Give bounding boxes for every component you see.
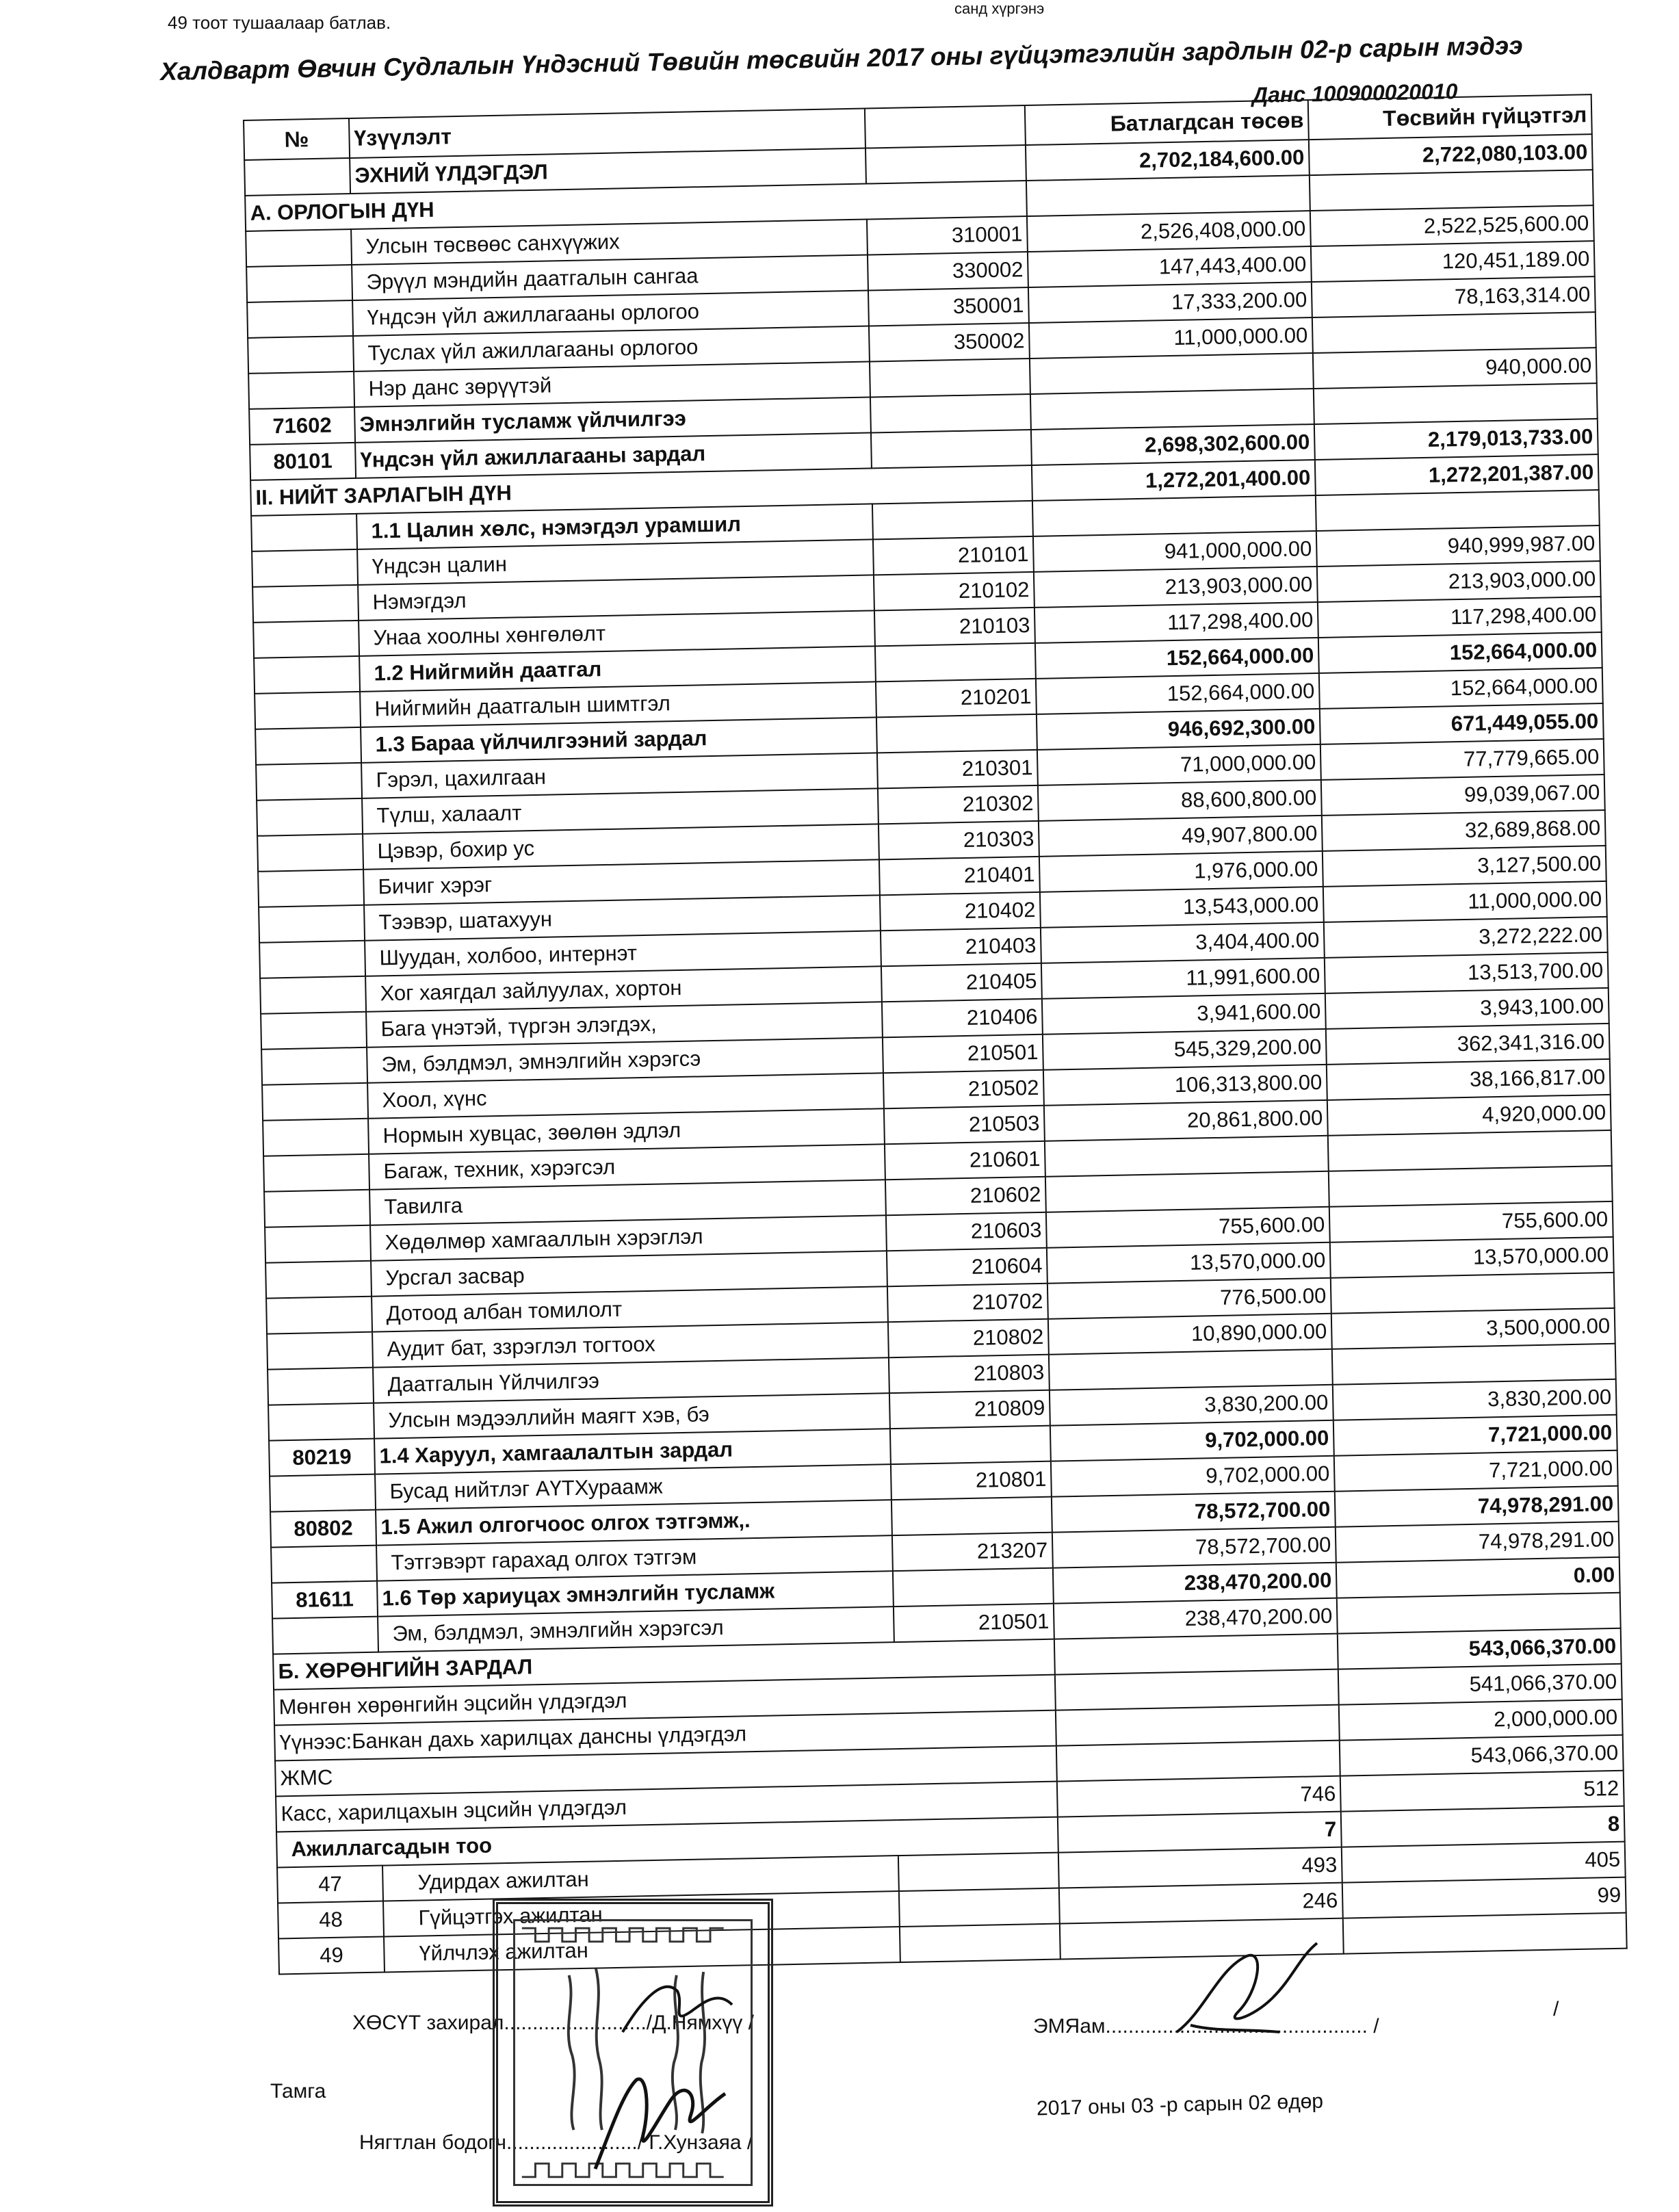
row-indicator: Хөдөлмөр хамгааллын хэрэглэл: [370, 1215, 887, 1260]
row-code: 210303: [878, 821, 1039, 859]
row-number: [259, 905, 365, 943]
row-approved-budget: 238,470,200.00: [1054, 1598, 1338, 1639]
row-approved-budget: 493: [1058, 1847, 1342, 1888]
row-code: [870, 394, 1031, 432]
row-executed-budget: [1310, 170, 1593, 211]
row-approved-budget: 776,500.00: [1047, 1278, 1331, 1319]
row-number: [252, 585, 359, 623]
row-approved-budget: 941,000,000.00: [1033, 531, 1317, 572]
row-indicator: Унаа хоолны хөнгөлөлт: [359, 610, 875, 655]
row-indicator: ЖМС: [275, 1746, 1057, 1797]
row-code: 330002: [868, 252, 1028, 290]
row-number: [268, 1403, 374, 1441]
row-code: 210601: [885, 1141, 1045, 1180]
row-executed-budget: 2,000,000.00: [1339, 1700, 1623, 1741]
row-approved-budget: 755,600.00: [1046, 1207, 1330, 1248]
row-approved-budget: 9,702,000.00: [1051, 1456, 1335, 1497]
row-executed-budget: 2,522,525,600.00: [1310, 205, 1594, 246]
row-executed-budget: [1328, 1130, 1612, 1171]
row-number: [259, 941, 365, 978]
row-executed-budget: 3,127,500.00: [1323, 846, 1606, 887]
row-approved-budget: 147,443,400.00: [1028, 246, 1312, 287]
row-code: 210201: [876, 679, 1037, 717]
row-number: [266, 1297, 372, 1334]
row-number: [257, 798, 363, 836]
row-code: 210809: [889, 1390, 1050, 1429]
row-number: 80219: [269, 1439, 375, 1476]
top-note: 49 тоот тушаалаар батлав.: [168, 12, 391, 33]
row-indicator: Нэр данс зөрүүтэй: [354, 361, 870, 406]
row-number: 49: [278, 1937, 385, 1975]
row-indicator: Нормын хувцас, зөөлөн эдлэл: [368, 1108, 885, 1154]
row-indicator: 1.6 Төр хариуцах эмнэлгийн тусламж: [377, 1571, 894, 1616]
row-approved-budget: 3,941,600.00: [1042, 993, 1326, 1035]
row-approved-budget: [1045, 1136, 1329, 1177]
row-approved-budget: 13,543,000.00: [1040, 887, 1324, 928]
row-indicator: Бичиг хэрэг: [363, 859, 880, 905]
row-indicator: Эм, бэлдмэл, эмнэлгийн хэрэгсэл: [378, 1606, 894, 1652]
row-indicator: Урсгал засвар: [371, 1251, 887, 1296]
director-signature-line: ХӨСҮТ захирал........................./Д.Нямхүү /: [352, 2012, 754, 2034]
row-executed-budget: 940,000.00: [1313, 348, 1597, 389]
row-indicator: 1.5 Ажил олгогчоос олгох тэтгэмж,.: [376, 1500, 892, 1545]
row-code: 210702: [887, 1284, 1048, 1322]
header-no: №: [244, 118, 350, 160]
row-code: 210503: [884, 1106, 1045, 1144]
row-number: [255, 727, 361, 765]
header-code: [865, 105, 1026, 148]
row-approved-budget: 71,000,000.00: [1037, 744, 1321, 785]
row-code: 210101: [873, 536, 1034, 575]
accountant-signature-line: Нягтлан бодогч......................./ Г.Хунзаяа /: [359, 2131, 753, 2154]
row-executed-budget: 3,943,100.00: [1325, 988, 1609, 1029]
row-executed-budget: 32,689,868.00: [1322, 810, 1606, 851]
row-executed-budget: 13,513,700.00: [1325, 952, 1609, 993]
row-executed-budget: [1331, 1273, 1615, 1314]
ministry-signature-line: ЭМЯам.............................................. /: [1033, 2015, 1379, 2038]
row-number: [268, 1368, 374, 1405]
row-indicator: 1.1 Цалин хөлс, нэмэгдэл урамшил: [356, 504, 873, 549]
row-approved-budget: [1049, 1349, 1333, 1390]
row-approved-budget: [1030, 389, 1314, 430]
top-note-right: санд хүргэнэ: [954, 0, 1045, 17]
row-code: [899, 1888, 1060, 1927]
row-code: 210403: [881, 928, 1041, 966]
row-executed-budget: 120,451,189.00: [1311, 241, 1595, 282]
row-number: [248, 336, 354, 374]
row-approved-budget: 946,692,300.00: [1037, 709, 1320, 750]
row-number: [261, 1048, 367, 1085]
row-indicator: А. ОРЛОГЫН ДҮН: [245, 181, 1027, 231]
row-indicator: Удирдах ажилтан: [382, 1856, 899, 1901]
row-code: [891, 1497, 1052, 1535]
row-code: 210402: [880, 892, 1041, 931]
row-indicator: Аудит бат, ззрэглэл тогтоох: [372, 1322, 889, 1367]
row-number: [255, 692, 361, 729]
account-number: Данс 100900020010: [1251, 79, 1458, 107]
row-number: [270, 1474, 376, 1512]
report-title: Халдварт Өвчин Судлалын Үндэсний Төвийн төсвийн 2017 оны гүйцэтгэлийн зардлын 02-р сарын мэдээ: [159, 31, 1524, 86]
row-approved-budget: 238,470,200.00: [1053, 1563, 1337, 1604]
row-indicator: Эрүүл мэндийн даатгалын сангаа: [352, 255, 868, 300]
row-approved-budget: 2,702,184,600.00: [1026, 140, 1310, 181]
ministry-signature-scribble: [1163, 1929, 1327, 2046]
row-approved-budget: 9,702,000.00: [1050, 1420, 1334, 1461]
row-indicator: Үндсэн цалин: [357, 539, 874, 584]
row-approved-budget: 106,313,800.00: [1043, 1065, 1327, 1106]
accountant-signature-scribble: [582, 2053, 739, 2183]
row-approved-budget: 3,404,400.00: [1041, 922, 1325, 963]
row-executed-budget: 8: [1341, 1806, 1625, 1847]
row-approved-budget: 1,272,201,400.00: [1032, 460, 1316, 501]
row-approved-budget: 545,329,200.00: [1043, 1029, 1327, 1070]
row-code: [870, 359, 1030, 397]
header-executed: Төсвийн гүйцэтгэл: [1308, 94, 1592, 140]
row-code: 210501: [883, 1035, 1043, 1073]
row-code: [871, 430, 1032, 468]
row-code: [875, 643, 1036, 681]
header-approved: Батлагдсан төсөв: [1025, 100, 1309, 145]
director-signature-scribble: [616, 1970, 746, 2046]
row-executed-budget: 543,066,370.00: [1338, 1628, 1622, 1669]
row-approved-budget: 213,903,000.00: [1034, 567, 1318, 608]
row-executed-budget: 3,830,200.00: [1333, 1379, 1617, 1420]
row-executed-budget: [1343, 1913, 1627, 1954]
row-code: [865, 145, 1026, 183]
row-number: [271, 1546, 377, 1583]
row-indicator: Нийгмийн даатгалын шимтгэл: [360, 681, 876, 727]
row-number: 81611: [272, 1581, 378, 1619]
row-number: [251, 514, 357, 551]
row-code: 210602: [885, 1177, 1046, 1215]
row-indicator: Мөнгөн хөрөнгийн эцсийн үлдэгдэл: [274, 1675, 1056, 1726]
row-number: [257, 834, 363, 872]
row-code: [876, 714, 1037, 753]
row-code: 350002: [869, 323, 1030, 361]
row-indicator: Үндсэн үйл ажиллагааны зардал: [355, 432, 872, 478]
row-executed-budget: 362,341,316.00: [1326, 1024, 1610, 1065]
row-code: 210102: [874, 572, 1034, 610]
row-executed-budget: 7,721,000.00: [1334, 1450, 1618, 1492]
row-number: [267, 1332, 373, 1370]
row-approved-budget: 152,664,000.00: [1036, 673, 1320, 714]
row-number: [263, 1154, 369, 1192]
row-executed-budget: 213,903,000.00: [1317, 561, 1601, 602]
budget-table: [243, 94, 1628, 1975]
row-code: 210604: [887, 1248, 1047, 1286]
row-executed-budget: 99,039,067.00: [1321, 775, 1605, 816]
row-executed-budget: 13,570,000.00: [1330, 1237, 1614, 1278]
row-number: [258, 870, 364, 907]
row-indicator: Нэмэгдэл: [358, 575, 874, 620]
row-indicator: Дотоод албан томилолт: [372, 1286, 888, 1331]
stamp-label: Тамга: [270, 2080, 326, 2103]
row-indicator: Түлш, халаалт: [362, 788, 878, 833]
row-indicator: Б. ХӨРӨНГИЙН ЗАРДАЛ: [273, 1639, 1055, 1690]
row-number: [265, 1225, 371, 1263]
row-number: [263, 1119, 369, 1156]
slash-mark: /: [1553, 1998, 1559, 2020]
row-indicator: Эмнэлгийн тусламж үйлчилгээ: [354, 397, 871, 442]
row-number: [247, 300, 353, 338]
row-approved-budget: [1045, 1171, 1329, 1212]
row-approved-budget: 2,526,408,000.00: [1027, 211, 1311, 252]
row-approved-budget: 78,572,700.00: [1052, 1527, 1336, 1568]
row-indicator: Касс, харилцахын эцсийн үлдэгдэл: [276, 1782, 1058, 1832]
row-approved-budget: 13,570,000.00: [1047, 1242, 1331, 1284]
row-executed-budget: 4,920,000.00: [1327, 1095, 1611, 1136]
row-approved-budget: 246: [1059, 1883, 1343, 1924]
row-executed-budget: 11,000,000.00: [1323, 881, 1607, 922]
row-number: [272, 1617, 378, 1654]
row-approved-budget: 88,600,800.00: [1038, 780, 1322, 821]
row-indicator: ЭХНИЙ ҮЛДЭГДЭЛ: [350, 148, 866, 194]
row-indicator: Бага үнэтэй, түргэн элэгдэх,: [366, 1002, 883, 1047]
row-approved-budget: [1056, 1705, 1340, 1746]
row-code: 210603: [886, 1212, 1047, 1251]
row-executed-budget: 74,978,291.00: [1336, 1522, 1619, 1563]
row-code: 210801: [891, 1461, 1052, 1500]
row-number: 48: [278, 1901, 384, 1939]
row-indicator: Хог хаягдал зайлуулах, хортон: [365, 966, 882, 1011]
row-executed-budget: 3,500,000.00: [1331, 1308, 1615, 1349]
row-approved-budget: [1055, 1669, 1339, 1710]
row-executed-budget: 2,179,013,733.00: [1314, 419, 1598, 460]
row-code: 210401: [879, 857, 1040, 895]
row-executed-budget: 152,664,000.00: [1319, 668, 1603, 709]
row-indicator: Цэвэр, бохир ус: [363, 824, 879, 869]
row-code: [900, 1924, 1060, 1962]
row-code: 210301: [877, 750, 1038, 788]
row-executed-budget: [1312, 312, 1596, 353]
row-indicator: II. НИЙТ ЗАРЛАГЫН ДҮН: [250, 465, 1032, 516]
row-approved-budget: 17,333,200.00: [1028, 282, 1312, 323]
row-code: 213207: [892, 1533, 1053, 1571]
row-executed-budget: 541,066,370.00: [1338, 1664, 1622, 1705]
row-indicator: Эм, бэлдмэл, эмнэлгийн хэрэгсэ: [367, 1037, 883, 1082]
row-approved-budget: 117,298,400.00: [1034, 602, 1318, 643]
row-indicator: 1.4 Харуул, хамгаалалтын зардал: [374, 1429, 891, 1474]
row-executed-budget: 3,272,222.00: [1324, 917, 1608, 958]
row-number: [253, 621, 359, 658]
row-code: [890, 1426, 1051, 1464]
row-approved-budget: [1026, 175, 1310, 216]
row-number: [248, 372, 354, 409]
row-indicator: Үүнээс:Банкан дахь харилцах дансны үлдэгдэл: [274, 1710, 1056, 1761]
row-indicator: Тээвэр, шатахуун: [364, 895, 881, 940]
row-code: [872, 501, 1033, 539]
row-executed-budget: [1316, 490, 1600, 531]
row-indicator: Гэрэл, цахилгаан: [361, 753, 878, 798]
row-executed-budget: [1332, 1344, 1616, 1385]
row-number: 80101: [250, 443, 356, 480]
row-number: [264, 1190, 370, 1227]
row-executed-budget: 671,449,055.00: [1320, 703, 1604, 744]
row-number: [244, 158, 350, 196]
row-executed-budget: 1,272,201,387.00: [1315, 454, 1599, 495]
row-number: [261, 1012, 367, 1050]
row-executed-budget: 512: [1340, 1771, 1624, 1812]
row-executed-budget: 543,066,370.00: [1340, 1735, 1624, 1776]
row-executed-budget: [1329, 1166, 1613, 1207]
row-code: 210405: [881, 963, 1042, 1002]
table-body: [244, 134, 1627, 1974]
row-code: 210501: [894, 1604, 1054, 1642]
row-indicator: 1.2 Нийгмийн даатгал: [359, 646, 876, 691]
row-number: [254, 656, 360, 694]
row-code: 210803: [889, 1355, 1050, 1393]
row-code: 210502: [883, 1070, 1044, 1108]
row-executed-budget: 405: [1342, 1842, 1626, 1883]
row-code: 310001: [867, 216, 1028, 255]
row-executed-budget: [1314, 383, 1598, 424]
row-approved-budget: 746: [1057, 1776, 1341, 1817]
row-executed-budget: 2,722,080,103.00: [1309, 134, 1593, 175]
report-date: 2017 оны 03 -р сарын 02 өдөр: [1036, 2090, 1324, 2120]
row-indicator: Хоол, хүнс: [367, 1073, 884, 1118]
row-indicator: Шуудан, холбоо, интернэт: [365, 931, 881, 976]
row-number: [260, 976, 366, 1014]
row-indicator: Бусад нийтлэг АҮТХураамж: [375, 1464, 891, 1509]
row-approved-budget: 152,664,000.00: [1035, 638, 1319, 679]
row-approved-budget: 3,830,200.00: [1050, 1385, 1333, 1426]
row-approved-budget: 49,907,800.00: [1039, 816, 1323, 857]
row-number: [246, 265, 352, 302]
header-indicator: Үзүүлэлт: [349, 109, 865, 158]
row-indicator: Ажиллагсадын тоо: [276, 1817, 1058, 1868]
row-approved-budget: 78,572,700.00: [1052, 1492, 1336, 1533]
row-code: 210103: [874, 608, 1035, 646]
row-approved-budget: 10,890,000.00: [1048, 1314, 1332, 1355]
row-approved-budget: [1056, 1741, 1340, 1782]
row-number: 47: [277, 1866, 383, 1903]
row-indicator: Тавилга: [369, 1180, 886, 1225]
row-approved-budget: 11,000,000.00: [1029, 317, 1313, 359]
row-indicator: Гүйцэтгэх ажилтан: [383, 1891, 900, 1936]
row-indicator: Үйлчлэх ажилтан: [384, 1927, 900, 1972]
row-code: 210802: [888, 1319, 1049, 1357]
row-executed-budget: 78,163,314.00: [1312, 276, 1596, 317]
row-indicator: Тэтгэвэрт гарахад олгох тэтгэм: [376, 1535, 893, 1580]
row-executed-budget: 117,298,400.00: [1318, 597, 1602, 638]
row-code: [893, 1568, 1054, 1606]
row-executed-budget: 7,721,000.00: [1333, 1415, 1617, 1456]
row-executed-budget: [1337, 1593, 1621, 1634]
row-number: [246, 229, 352, 267]
row-indicator: Улсын мэдээллийн маягт хэв, бэ: [374, 1393, 890, 1438]
row-approved-budget: [1054, 1634, 1338, 1675]
row-code: 350001: [868, 287, 1029, 326]
row-approved-budget: 2,698,302,600.00: [1031, 424, 1315, 465]
row-number: [256, 763, 362, 801]
row-number: 71602: [249, 407, 355, 445]
row-approved-budget: [1032, 495, 1316, 536]
row-executed-budget: 0.00: [1336, 1557, 1620, 1598]
row-executed-budget: 940,999,987.00: [1316, 525, 1600, 567]
row-number: [262, 1083, 368, 1121]
budget-table-wrapper: [243, 94, 1622, 1975]
row-code: 210302: [878, 785, 1039, 824]
row-executed-budget: 38,166,817.00: [1327, 1059, 1611, 1100]
row-indicator: Улсын төсвөөс санхүүжих: [351, 220, 868, 265]
row-executed-budget: 99: [1342, 1877, 1626, 1918]
row-indicator: Багаж, техник, хэрэгсэл: [369, 1144, 885, 1189]
row-indicator: Үндсэн үйл ажиллагааны орлогоо: [352, 291, 869, 336]
row-number: [252, 549, 358, 587]
row-executed-budget: 755,600.00: [1329, 1201, 1613, 1242]
row-approved-budget: 11,991,600.00: [1041, 958, 1325, 999]
row-approved-budget: 1,976,000.00: [1039, 851, 1323, 892]
row-executed-budget: 152,664,000.00: [1318, 632, 1602, 673]
row-indicator: 1.3 Бараа үйлчилгээний зардал: [361, 717, 877, 762]
row-indicator: Туслах үйл ажиллагааны орлогоо: [353, 326, 870, 371]
row-number: [265, 1261, 372, 1299]
row-executed-budget: 77,779,665.00: [1320, 739, 1604, 780]
row-code: 210406: [882, 999, 1043, 1037]
row-approved-budget: [1030, 353, 1314, 394]
row-code: [898, 1853, 1059, 1891]
row-executed-budget: 74,978,291.00: [1335, 1486, 1619, 1527]
row-indicator: Даатгалын Үйлчилгээ: [373, 1357, 889, 1403]
row-approved-budget: 7: [1058, 1812, 1342, 1853]
row-number: 80802: [270, 1510, 376, 1548]
row-approved-budget: 20,861,800.00: [1044, 1100, 1328, 1141]
